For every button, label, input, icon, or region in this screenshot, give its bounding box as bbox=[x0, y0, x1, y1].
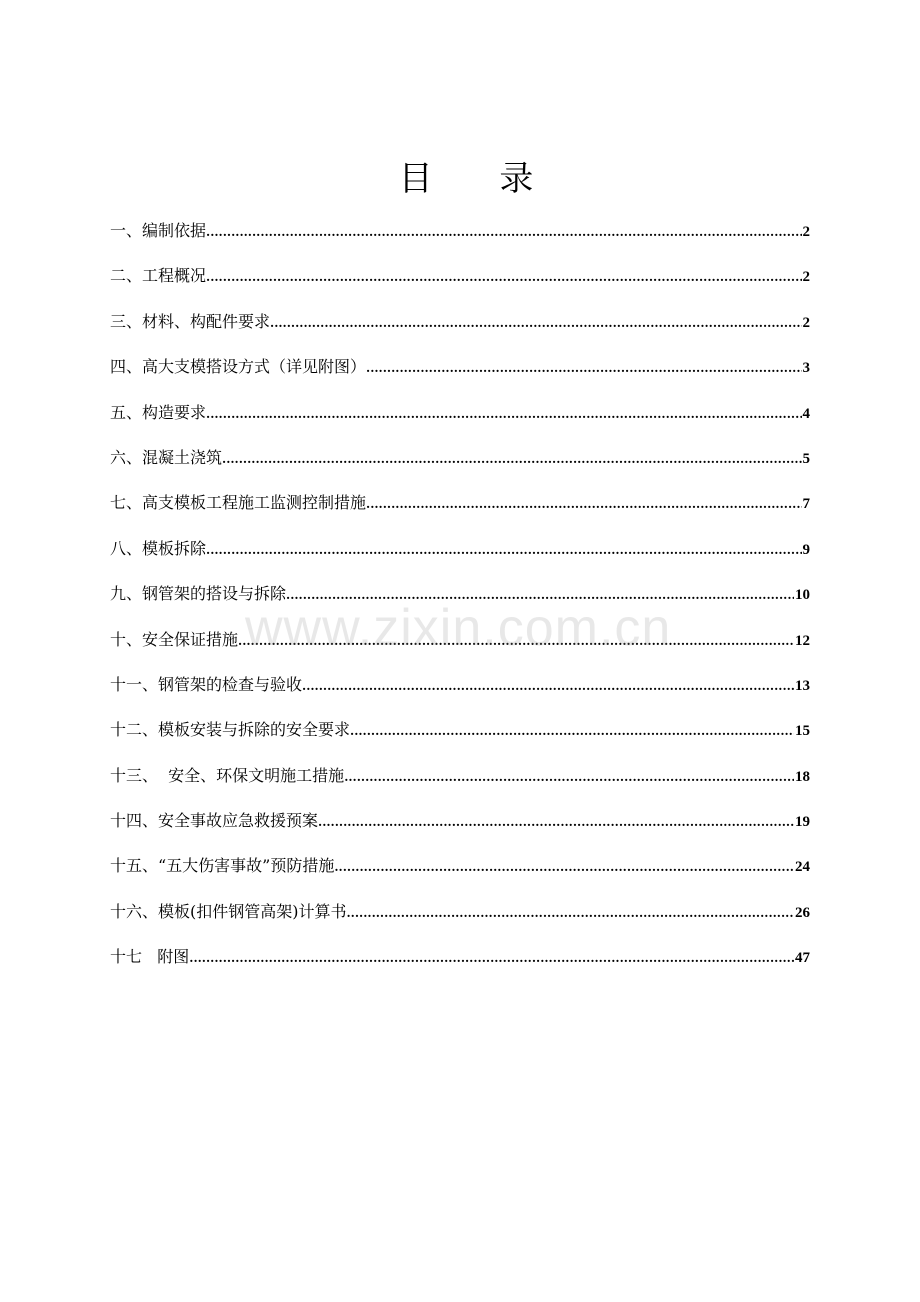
toc-entry-label: 一、编制依据 bbox=[110, 221, 207, 240]
toc-entry-label: 十二、模板安装与拆除的安全要求 bbox=[110, 720, 351, 740]
toc-entry-label: 十七 附图 bbox=[110, 947, 190, 967]
toc-entry-page: 26 bbox=[795, 904, 810, 921]
toc-entry-label: 十三、 安全、环保文明施工措施 bbox=[110, 765, 345, 785]
toc-entry[interactable] bbox=[110, 398, 810, 443]
toc-entry-label: 十、安全保证措施 bbox=[110, 629, 239, 649]
toc-entry-label: 七、高支模板工程施工监测控制措施 bbox=[110, 493, 367, 513]
toc-entry-label: 十六、模板(扣件钢管高架)计算书 bbox=[110, 901, 347, 921]
toc-entry[interactable] bbox=[110, 443, 810, 488]
toc-entry-page: 12 bbox=[795, 632, 810, 649]
toc-entry-page: 4 bbox=[802, 405, 810, 422]
toc-entry-page: 5 bbox=[802, 450, 810, 467]
toc-entry-label: 八、模板拆除 bbox=[110, 538, 207, 558]
toc-entry[interactable] bbox=[110, 307, 810, 352]
toc-entry-label: 九、钢管架的搭设与拆除 bbox=[110, 584, 287, 604]
toc-entry-label: 十一、钢管架的检查与验收 bbox=[110, 674, 303, 694]
toc-leader-dots bbox=[366, 353, 801, 383]
toc-entry-page: 18 bbox=[795, 768, 810, 785]
toc-entry[interactable] bbox=[110, 488, 810, 533]
toc-entry-page: 10 bbox=[795, 587, 810, 604]
toc-entry-label: 四、高大支模搭设方式（详见附图） bbox=[110, 357, 367, 377]
toc-entry[interactable] bbox=[110, 942, 810, 987]
toc-entry-page: 2 bbox=[802, 224, 810, 240]
toc-entry-label: 六、混凝土浇筑 bbox=[110, 447, 223, 467]
toc-entry-page: 19 bbox=[795, 814, 810, 831]
toc-entry-page: 24 bbox=[795, 859, 810, 876]
toc-entry[interactable] bbox=[110, 352, 810, 397]
toc-leader-dots bbox=[189, 943, 794, 973]
toc-leader-dots bbox=[334, 852, 794, 882]
toc-entry[interactable] bbox=[110, 579, 810, 624]
toc-leader-dots bbox=[366, 489, 801, 519]
toc-entry[interactable] bbox=[110, 261, 810, 306]
toc-entry[interactable] bbox=[110, 897, 810, 942]
toc-entry-page: 3 bbox=[802, 360, 810, 377]
toc-entry[interactable] bbox=[110, 851, 810, 896]
toc-entry-page: 2 bbox=[802, 314, 810, 331]
toc-leader-dots bbox=[206, 535, 801, 565]
toc-leader-dots bbox=[238, 626, 794, 656]
watermark: www.zixin.com.cn bbox=[245, 599, 672, 657]
toc-leader-dots bbox=[286, 580, 794, 610]
toc-entry-page: 13 bbox=[795, 677, 810, 694]
toc-entry[interactable] bbox=[110, 806, 810, 851]
toc-entry[interactable] bbox=[110, 761, 810, 806]
toc-entry-page: 2 bbox=[802, 269, 810, 286]
toc-entry[interactable] bbox=[110, 715, 810, 760]
toc-leader-dots bbox=[350, 716, 794, 746]
toc-leader-dots bbox=[302, 671, 794, 701]
toc-leader-dots bbox=[344, 762, 794, 792]
toc-entry-page: 47 bbox=[795, 950, 810, 967]
toc-entry[interactable] bbox=[110, 216, 810, 261]
toc-leader-dots bbox=[206, 399, 801, 429]
toc-entry-label: 三、材料、构配件要求 bbox=[110, 311, 271, 331]
toc-title: 目 录 bbox=[398, 159, 562, 199]
toc-entry-page: 7 bbox=[802, 496, 810, 513]
toc-entry-page: 9 bbox=[802, 541, 810, 558]
toc-leader-dots bbox=[318, 807, 794, 837]
toc-leader-dots bbox=[206, 217, 801, 247]
toc-leader-dots bbox=[222, 444, 801, 474]
toc-entry[interactable] bbox=[110, 534, 810, 579]
toc-entry-label: 十四、安全事故应急救援预案 bbox=[110, 811, 319, 831]
toc-leader-dots bbox=[206, 262, 801, 292]
toc-entry-label: 二、工程概况 bbox=[110, 266, 207, 286]
toc-entry-page: 15 bbox=[795, 723, 810, 740]
toc-leader-dots bbox=[347, 898, 795, 928]
toc-entry-label: 五、构造要求 bbox=[110, 402, 207, 422]
table-of-contents bbox=[110, 216, 810, 988]
toc-entry[interactable] bbox=[110, 670, 810, 715]
toc-entry[interactable] bbox=[110, 625, 810, 670]
toc-entry-label: 十五、“五大伤害事故”预防措施 bbox=[110, 856, 335, 876]
toc-leader-dots bbox=[270, 308, 801, 338]
